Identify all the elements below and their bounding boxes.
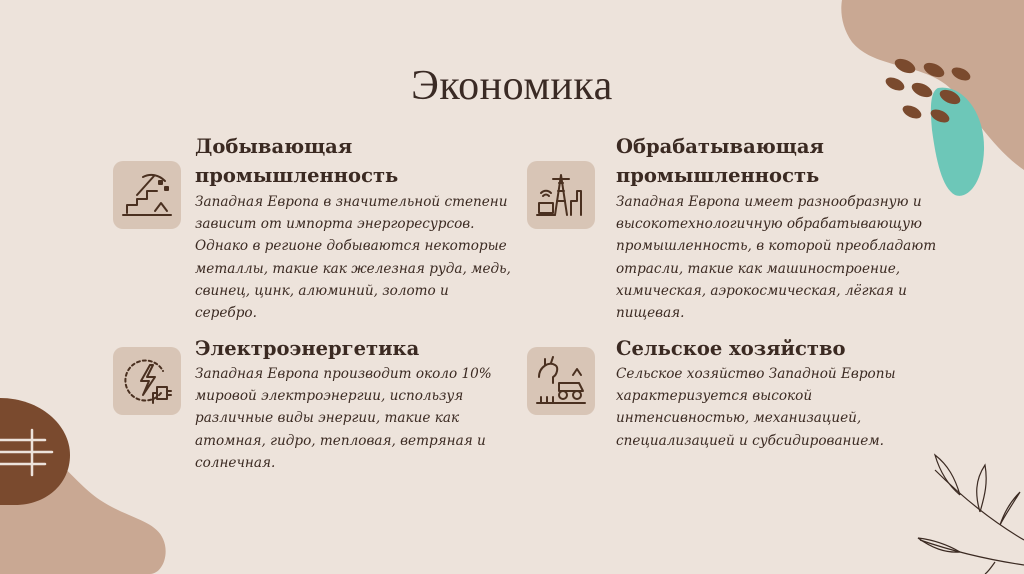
industry-text: Западная Европа имеет разнообразную и высокотехнологичную обрабатывающую промышленность, в которой преобладают отрасли, такие как машиностроение, химическая, аэрокосмическая, лёгкая и пищевая. (616, 194, 937, 322)
electricity-heading: Электроэнергетика (195, 337, 420, 360)
electricity-text: Западная Европа производит около 10% мировой электроэнергии, используя различные виды энергии, такие как атомная, гидро, тепловая, ветряная и солнечная. (195, 366, 492, 471)
mining-icon (113, 161, 181, 229)
industry-heading-line1: Обрабатывающая (616, 135, 824, 158)
electricity-icon (113, 347, 181, 415)
mining-heading-line1: Добывающая (195, 135, 353, 158)
agriculture-icon (527, 347, 595, 415)
industry-heading-line2: промышленность (616, 164, 820, 187)
mining-heading (195, 132, 398, 190)
slide-title: Экономика (411, 63, 613, 109)
mining-text: Западная Европа в значительной степени зависит от импорта энергоресурсов. Однако в регионе добываются некоторые металлы, такие как железная руда, медь, свинец, цинк, алюминий, золото и серебро. (195, 194, 511, 322)
leaf-branch-decoration (918, 455, 1024, 574)
agriculture-heading: Сельское хозяйство (616, 337, 846, 360)
mining-heading-line2: промышленность (195, 164, 399, 187)
industry-icon (527, 161, 595, 229)
industry-heading (616, 132, 824, 190)
agriculture-text: Сельское хозяйство Западной Европы характеризуется высокой интенсивностью, механизацией, специализацией и субсидированием. (616, 366, 896, 449)
